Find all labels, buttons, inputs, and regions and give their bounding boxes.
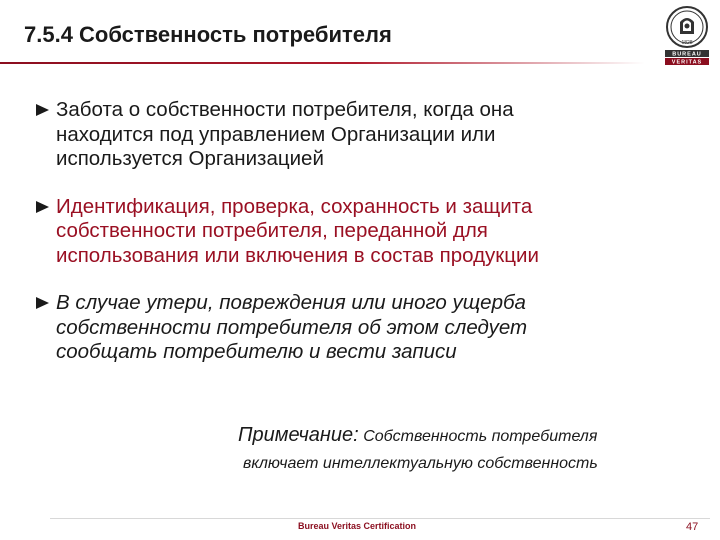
bureau-veritas-logo <box>662 4 712 66</box>
logo-year: 1828 <box>681 40 693 46</box>
bullet-line: используется Организацией <box>56 147 324 170</box>
bullet-line: собственности потребителя об этом следует <box>56 315 528 339</box>
title-divider <box>0 62 645 64</box>
logo-text-bottom: VERITAS <box>671 59 703 66</box>
bullet-list <box>36 98 696 388</box>
bullet-arrow-icon <box>36 297 49 309</box>
bullet-arrow-icon <box>36 201 49 213</box>
note-label: Примечание: <box>238 424 359 446</box>
bullet-line: собственности потребителя, переданной для <box>56 219 488 242</box>
slide-title: 7.5.4 Собственность потребителя <box>24 22 392 47</box>
logo-text-top: BUREAU <box>672 51 702 58</box>
bullet-line: Забота о собственности потребителя, когда она <box>56 98 514 121</box>
note-text-line1: Собственность потребителя <box>363 428 598 445</box>
bullet-arrow-icon <box>36 104 49 116</box>
bullet-line: В случае утери, повреждения или иного ущерба <box>56 291 526 314</box>
note-block <box>238 424 708 473</box>
bullet-line: использования или включения в состав продукции <box>56 243 539 267</box>
page-number: 47 <box>686 521 699 533</box>
bullet-item-1 <box>36 98 696 172</box>
bullet-line: находится под управлением Организации или <box>56 122 496 146</box>
note-first-row <box>238 424 708 447</box>
bullet-item-3 <box>36 291 696 365</box>
footer-brand: Bureau Veritas Certification <box>298 521 417 531</box>
bullet-line: Идентификация, проверка, сохранность и защита <box>56 194 533 218</box>
bullet-line: сообщать потребителю и вести записи <box>56 340 457 363</box>
note-text-line2: включает интеллектуальную собственность <box>243 455 598 472</box>
bullet-item-2 <box>36 195 696 269</box>
footer-divider <box>50 518 710 519</box>
